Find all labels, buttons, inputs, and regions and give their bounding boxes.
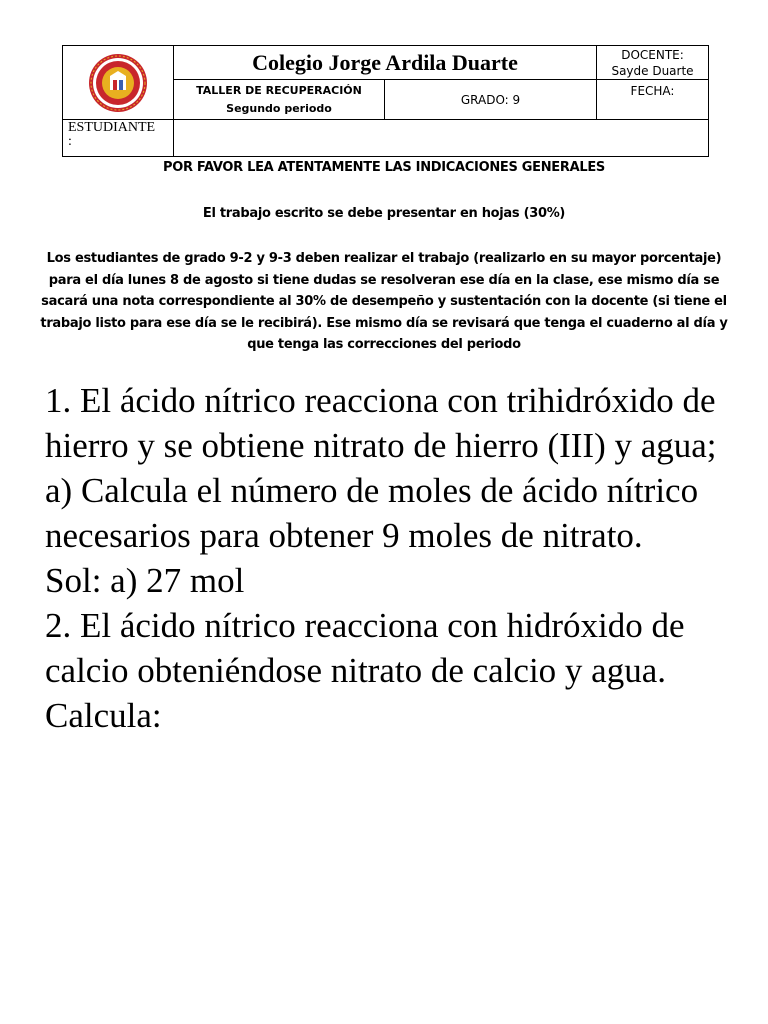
school-seal-logo	[87, 52, 149, 114]
school-logo-cell	[63, 46, 174, 120]
taller-title: TALLER DE RECUPERACIÓN	[196, 83, 362, 97]
questions-section	[45, 378, 745, 738]
instructions-heading: POR FAVOR LEA ATENTAMENTE LAS INDICACIONES GENERALES	[163, 160, 605, 175]
docente-name: Sayde Duarte	[611, 63, 694, 78]
estudiante-name-field[interactable]	[174, 120, 709, 157]
question-1-part-a: a) Calcula el número de moles de ácido nítrico necesarios para obtener 9 moles de nitrato.	[45, 471, 699, 555]
fecha-label: FECHA:	[597, 80, 709, 120]
header-table	[62, 45, 709, 157]
periodo-label: Segundo periodo	[226, 101, 332, 115]
estudiante-colon: :	[68, 134, 72, 149]
school-name: Colegio Jorge Ardila Duarte	[174, 46, 597, 80]
docente-cell	[597, 46, 709, 80]
grado-label: GRADO: 9	[385, 80, 597, 120]
question-1-solution: Sol: a) 27 mol	[45, 561, 245, 600]
question-1-statement: 1. El ácido nítrico reacciona con trihidróxido de hierro y se obtiene nitrato de hierro (III) y agua;	[45, 381, 717, 465]
question-2-prompt: Calcula:	[45, 696, 162, 735]
taller-cell	[174, 80, 385, 120]
instructions-details: Los estudiantes de grado 9-2 y 9-3 deben realizar el trabajo (realizarlo en su mayor porcentaje) para el día lunes 8 de agosto si tiene dudas se resolveran ese día en la clase, ese mismo día se sacará una nota correspondiente al 30% de desempeño y sustentación con la docente (si tiene el trabajo listo para ese día se le recibirá). Ese mismo día se revisará que tenga el cuaderno al día y que tenga las correcciones del periodo	[40, 251, 728, 352]
written-work-note: El trabajo escrito se debe presentar en hojas (30%)	[202, 206, 566, 221]
estudiante-label: ESTUDIANTE	[68, 120, 156, 135]
estudiante-cell	[63, 120, 174, 157]
question-2-statement: 2. El ácido nítrico reacciona con hidróxido de calcio obteniéndose nitrato de calcio y agua.	[45, 606, 685, 690]
docente-label: DOCENTE:	[621, 47, 684, 62]
